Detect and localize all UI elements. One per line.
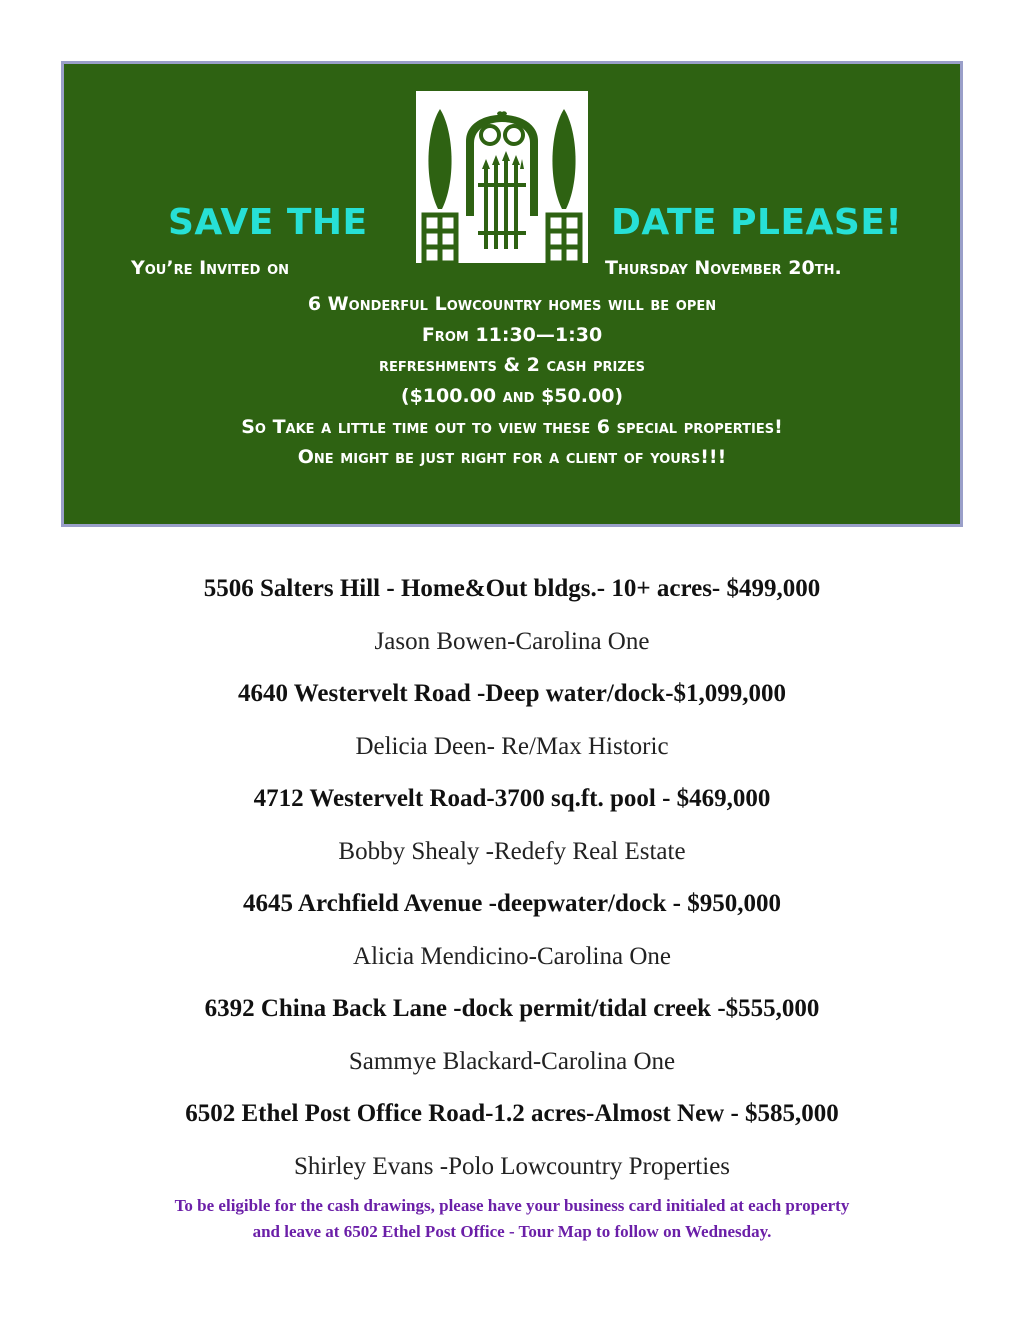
- headline-right: DATE PLEASE!: [611, 202, 903, 243]
- agent-line: Delicia Deen- Re/Max Historic: [355, 732, 669, 760]
- agent-line: Jason Bowen-Carolina One: [374, 627, 650, 655]
- property-line: 4640 Westervelt Road -Deep water/dock-$1,099,000: [237, 680, 787, 707]
- property-listings: [0, 563, 1024, 1193]
- detail-line: One might be just right for a client of yours!!!: [297, 446, 727, 469]
- agent-line: Alicia Mendicino-Carolina One: [353, 942, 671, 970]
- footer-note: [0, 1193, 1024, 1245]
- invitation-details: [64, 289, 960, 473]
- agent-line: Shirley Evans -Polo Lowcountry Properties: [293, 1152, 731, 1180]
- property-line: 6502 Ethel Post Office Road-1.2 acres-Almost New - $585,000: [185, 1100, 839, 1127]
- garden-gate-icon: [416, 91, 588, 271]
- property-line: 5506 Salters Hill - Home&Out bldgs.- 10+ acres- $499,000: [203, 575, 821, 602]
- headline-left: SAVE THE: [168, 202, 368, 243]
- footer-line: and leave at 6502 Ethel Post Office - Tour Map to follow on Wednesday.: [252, 1222, 772, 1241]
- invitation-banner: [61, 61, 963, 527]
- agent-line: Bobby Shealy -Redefy Real Estate: [338, 837, 686, 865]
- property-line: 4645 Archfield Avenue -deepwater/dock - $950,000: [243, 890, 781, 917]
- invite-left: You’re Invited on: [131, 257, 290, 279]
- invite-right: Thursday November 20th.: [605, 257, 842, 279]
- property-line: 4712 Westervelt Road-3700 sq.ft. pool - $469,000: [253, 785, 771, 812]
- property-line: 6392 China Back Lane -dock permit/tidal creek -$555,000: [204, 995, 820, 1022]
- detail-line: So Take a little time out to view these 6 special properties!: [241, 415, 783, 438]
- detail-line: refreshments & 2 cash prizes: [379, 354, 645, 377]
- detail-line: From 11:30—1:30: [421, 323, 603, 346]
- footer-line: To be eligible for the cash drawings, please have your business card initialed at each property: [174, 1196, 850, 1215]
- agent-line: Sammye Blackard-Carolina One: [348, 1047, 676, 1075]
- detail-line: ($100.00 and $50.00): [400, 385, 624, 408]
- detail-line: 6 Wonderful Lowcountry homes will be open: [307, 293, 717, 315]
